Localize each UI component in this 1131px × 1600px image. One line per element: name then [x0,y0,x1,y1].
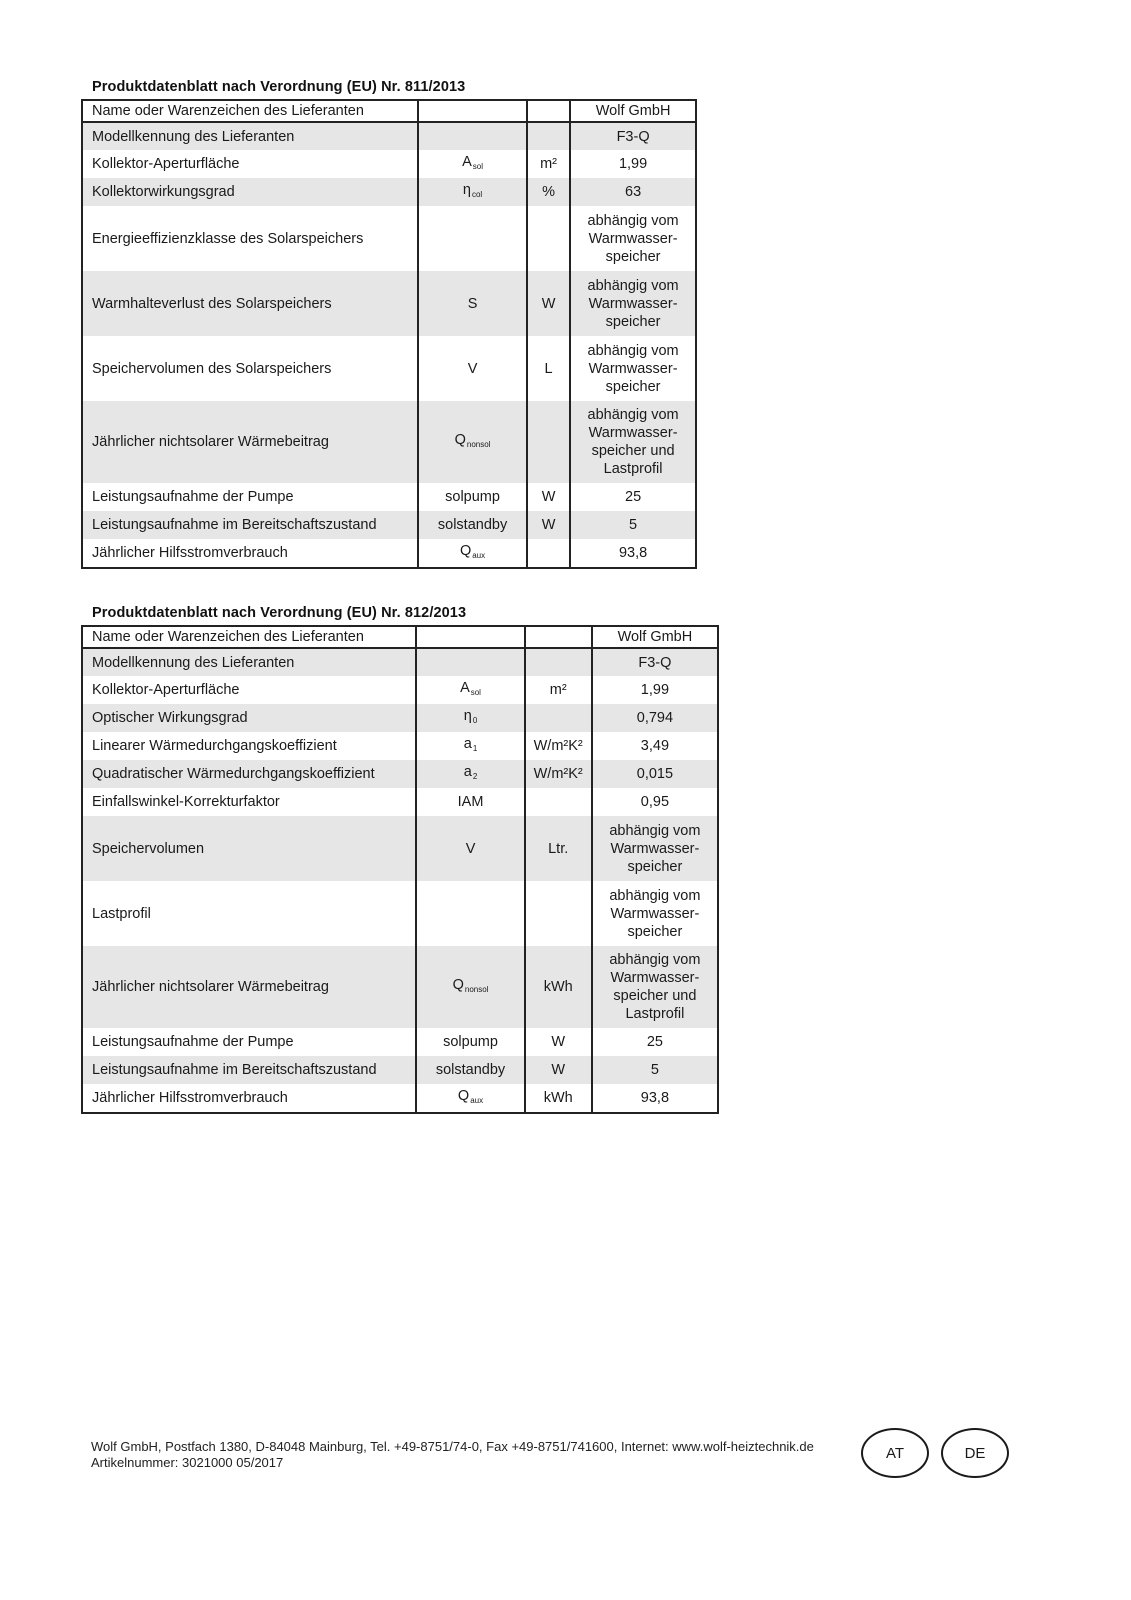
row-unit: kWh [525,946,592,1028]
row-unit: W/m²K² [525,760,592,788]
row-label: Jährlicher Hilfsstromverbrauch [82,1084,416,1113]
value-line: abhängig vom [609,822,701,839]
symbol-main: A [460,679,470,696]
row-value: 93,8 [592,1084,718,1113]
row-value: 1,99 [570,150,696,178]
row-value: 0,794 [592,704,718,732]
table-row [82,150,696,178]
table-row [82,1084,718,1113]
row-label: Jährlicher nichtsolarer Wärmebeitrag [82,946,416,1028]
row-symbol [416,946,524,1028]
row-unit: W [527,483,570,511]
row-value: 25 [570,483,696,511]
value-line: speicher [627,858,683,875]
symbol-subscript: 2 [472,771,478,781]
table-row [82,760,718,788]
value-line: Warmwasser- [610,905,700,922]
row-value: 0,95 [592,788,718,816]
row-symbol [418,122,527,150]
value-line: abhängig vom [587,212,679,229]
country-badge-at: AT [861,1428,929,1478]
symbol-subscript: sol [470,687,481,697]
footer-address: Wolf GmbH, Postfach 1380, D-84048 Mainburg, Tel. +49-8751/74-0, Fax +49-8751/741600, Internet: www.wolf-heiztechnik.de [91,1439,814,1454]
row-value: 93,8 [570,539,696,568]
row-unit: L [527,336,570,401]
value-line: speicher [627,923,683,940]
row-value: 0,015 [592,760,718,788]
row-unit [525,704,592,732]
table-row [82,626,718,648]
table-row [82,946,718,1028]
row-symbol [418,206,527,271]
row-unit [527,539,570,568]
table-row [82,483,696,511]
row-label: Leistungsaufnahme im Bereitschaftszustand [82,511,418,539]
row-symbol [418,178,527,206]
row-value [570,206,696,271]
table-row [82,206,696,271]
row-unit [527,401,570,483]
symbol-main: η [463,707,472,724]
sheet-2-title: Produktdatenblatt nach Verordnung (EU) Nr. 812/2013 [92,605,467,621]
value-line: abhängig vom [609,887,701,904]
row-label: Modellkennung des Lieferanten [82,648,416,676]
table-body [82,100,696,568]
row-symbol [416,788,524,816]
row-unit: kWh [525,1084,592,1113]
symbol-main: a [463,735,472,752]
row-label: Leistungsaufnahme im Bereitschaftszustand [82,1056,416,1084]
row-label: Linearer Wärmedurchgangskoeffizient [82,732,416,760]
symbol-main: solpump [443,1034,498,1050]
table-row [82,648,718,676]
row-label: Speichervolumen des Solarspeichers [82,336,418,401]
symbol-main: solstandby [437,517,508,533]
row-symbol [416,732,524,760]
row-unit: % [527,178,570,206]
symbol-main: V [467,360,478,377]
row-label: Modellkennung des Lieferanten [82,122,418,150]
row-unit [525,881,592,946]
row-unit [527,100,570,122]
symbol-main: IAM [457,794,484,810]
symbol-subscript: 0 [472,715,478,725]
table-body [82,626,718,1113]
symbol-subscript: nonsol [464,984,489,994]
row-value [570,401,696,483]
row-symbol [418,100,527,122]
table-row [82,704,718,732]
row-label: Lastprofil [82,881,416,946]
table-row [82,732,718,760]
symbol-subscript: 1 [472,743,478,753]
row-unit: W [527,271,570,336]
symbol-subscript: aux [470,1095,484,1105]
value-line: abhängig vom [609,952,701,968]
row-value [592,881,718,946]
table-row [82,511,696,539]
row-symbol [416,626,524,648]
symbol-main: S [467,295,478,312]
symbol-subscript: nonsol [466,439,491,449]
row-value: Wolf GmbH [592,626,718,648]
row-label: Kollektor-Aperturfläche [82,676,416,704]
symbol-main: a [463,763,472,780]
row-value: 5 [570,511,696,539]
value-line: abhängig vom [587,407,679,423]
row-value [570,336,696,401]
value-line: Warmwasser- [588,230,678,247]
row-label: Kollektorwirkungsgrad [82,178,418,206]
row-symbol [416,676,524,704]
row-value: 25 [592,1028,718,1056]
value-line: abhängig vom [587,342,679,359]
row-label: Leistungsaufnahme der Pumpe [82,1028,416,1056]
row-unit [525,626,592,648]
row-unit: m² [527,150,570,178]
row-unit: Ltr. [525,816,592,881]
row-symbol [418,271,527,336]
table-row [82,788,718,816]
row-value [570,271,696,336]
row-value [592,816,718,881]
row-symbol [418,336,527,401]
row-label: Warmhalteverlust des Solarspeichers [82,271,418,336]
table-row [82,178,696,206]
table-row [82,100,696,122]
value-line: Lastprofil [603,461,663,477]
row-label: Name oder Warenzeichen des Lieferanten [82,100,418,122]
row-symbol [416,816,524,881]
row-symbol [418,401,527,483]
value-line: Lastprofil [625,1006,685,1022]
row-label: Energieeffizienzklasse des Solarspeichers [82,206,418,271]
value-line: speicher [605,313,661,330]
row-symbol [416,648,524,676]
product-data-table-811 [81,99,697,569]
row-label: Jährlicher nichtsolarer Wärmebeitrag [82,401,418,483]
value-line: Warmwasser- [588,295,678,312]
row-label: Speichervolumen [82,816,416,881]
value-line: Warmwasser- [588,425,678,441]
row-unit [525,788,592,816]
symbol-main: Q [457,1087,470,1104]
value-line: speicher [605,378,661,395]
symbol-main: Q [454,431,466,448]
row-unit [527,122,570,150]
row-label: Einfallswinkel-Korrekturfaktor [82,788,416,816]
symbol-main: A [462,153,472,170]
symbol-main: Q [459,542,472,559]
row-symbol [416,1056,524,1084]
row-symbol [416,1028,524,1056]
table-row [82,122,696,150]
row-value: 5 [592,1056,718,1084]
symbol-main: Q [452,976,464,993]
table-row [82,881,718,946]
symbol-subscript: sol [472,161,483,171]
row-label: Leistungsaufnahme der Pumpe [82,483,418,511]
row-symbol [416,760,524,788]
row-unit [525,648,592,676]
table-row [82,336,696,401]
row-unit [527,206,570,271]
row-unit: W [527,511,570,539]
row-label: Optischer Wirkungsgrad [82,704,416,732]
row-value: 3,49 [592,732,718,760]
symbol-subscript: col [471,189,483,199]
table-row [82,401,696,483]
row-unit: m² [525,676,592,704]
symbol-subscript: aux [472,550,486,560]
row-unit: W [525,1056,592,1084]
row-label: Jährlicher Hilfsstromverbrauch [82,539,418,568]
table-row [82,816,718,881]
value-line: speicher und [613,988,697,1004]
row-label: Name oder Warenzeichen des Lieferanten [82,626,416,648]
table-row [82,1028,718,1056]
row-symbol [416,1084,524,1113]
symbol-main: η [462,181,471,198]
country-badge-de: DE [941,1428,1009,1478]
footer [91,1439,814,1471]
symbol-main: V [465,840,476,857]
row-value [592,946,718,1028]
value-line: abhängig vom [587,277,679,294]
value-line: Warmwasser- [610,970,700,986]
value-line: speicher und [591,443,675,459]
table-row [82,676,718,704]
value-line: Warmwasser- [610,840,700,857]
row-value: 63 [570,178,696,206]
value-line: Warmwasser- [588,360,678,377]
row-value: F3-Q [592,648,718,676]
row-symbol [418,150,527,178]
row-label: Quadratischer Wärmedurchgangskoeffizient [82,760,416,788]
row-value: 1,99 [592,676,718,704]
footer-article-number: Artikelnummer: 3021000 05/2017 [91,1455,284,1470]
table-row [82,271,696,336]
row-symbol [416,704,524,732]
row-symbol [418,511,527,539]
row-symbol [418,483,527,511]
symbol-main: solstandby [435,1062,506,1078]
row-value: Wolf GmbH [570,100,696,122]
symbol-main: solpump [445,489,500,505]
table-row [82,539,696,568]
row-symbol [416,881,524,946]
value-line: speicher [605,248,661,265]
product-data-table-812 [81,625,719,1114]
sheet-1-title: Produktdatenblatt nach Verordnung (EU) Nr. 811/2013 [92,79,466,95]
row-unit: W/m²K² [525,732,592,760]
row-value: F3-Q [570,122,696,150]
row-label: Kollektor-Aperturfläche [82,150,418,178]
row-unit: W [525,1028,592,1056]
row-symbol [418,539,527,568]
table-row [82,1056,718,1084]
